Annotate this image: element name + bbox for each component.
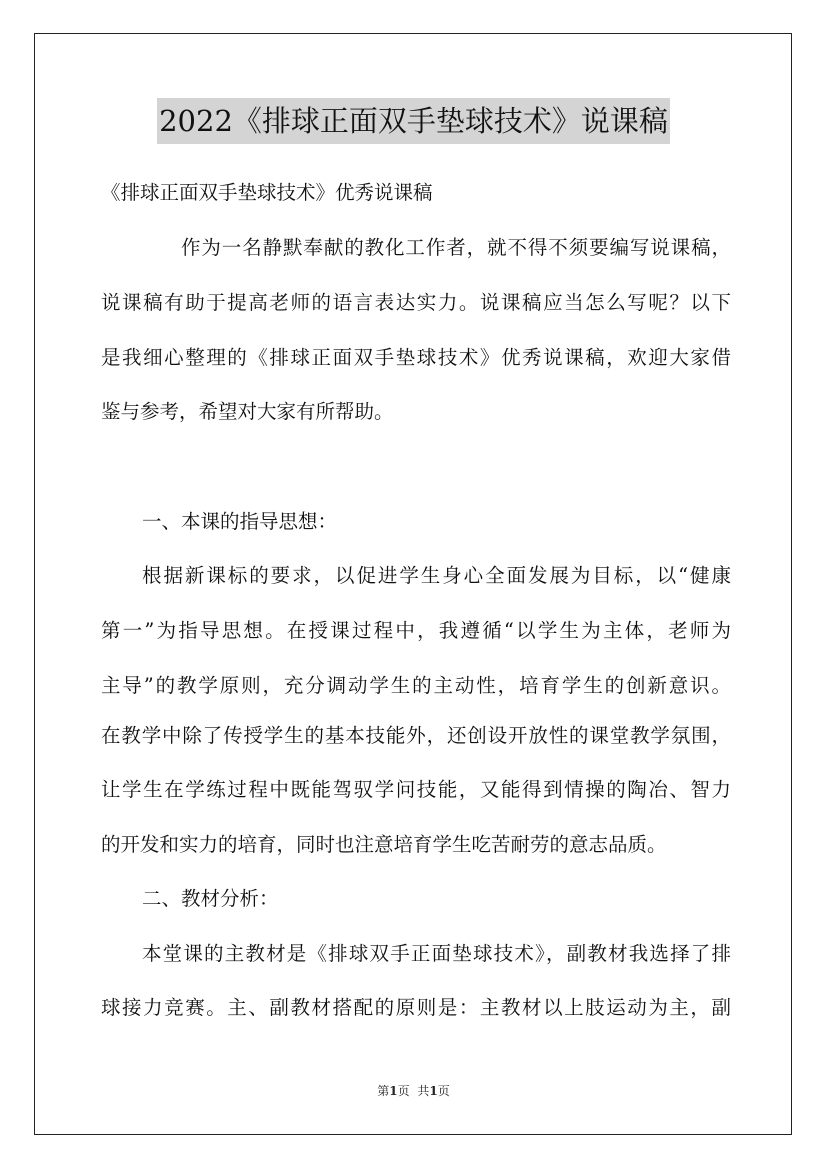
document-title: 2022《排球正面双手垫球技术》说课稿 [157, 98, 670, 144]
paragraph-line: 主导”的教学原则，充分调动学生的主动性，培育学生的创新意识。 [101, 674, 731, 697]
paragraph-line: 是我细心整理的《排球正面双手垫球技术》优秀说课稿，欢迎大家借 [101, 346, 731, 369]
paragraph-line: 本堂课的主教材是《排球双手正面垫球技术》，副教材我选择了排 [142, 942, 731, 965]
paragraph-line: 的开发和实力的培育，同时也注意培育学生吃苦耐劳的意志品质。 [101, 833, 667, 856]
page-footer [0, 1083, 827, 1099]
paragraph-line: 球接力竞赛。主、副教材搭配的原则是：主教材以上肢运动为主，副 [101, 996, 731, 1019]
paragraph-line: 说课稿有助于提高老师的语言表达实力。说课稿应当怎么写呢？以下 [101, 291, 731, 314]
total-pages: 1 [429, 1084, 438, 1098]
paragraph-line: 作为一名静默奉献的教化工作者，就不得不须要编写说课稿， [181, 236, 731, 259]
paragraph-line: 根据新课标的要求，以促进学生身心全面发展为目标，以“健康 [142, 564, 731, 587]
section-heading: 二、教材分析： [142, 887, 279, 910]
paragraph-line: 在教学中除了传授学生的基本技能外，还创设开放性的课堂教学氛围， [101, 724, 731, 747]
document-subtitle: 《排球正面双手垫球技术》优秀说课稿 [101, 181, 433, 204]
page-label-suffix: 页 [397, 1084, 410, 1098]
paragraph-line: 鉴与参考，希望对大家有所帮助。 [101, 400, 394, 423]
title-container [0, 98, 827, 144]
page-number: 1 [389, 1084, 398, 1098]
page-label-prefix: 第 [377, 1084, 390, 1098]
total-label-suffix: 页 [437, 1084, 450, 1098]
total-label-prefix: 共 [417, 1084, 430, 1098]
paragraph-line: 让学生在学练过程中既能驾驭学问技能，又能得到情操的陶冶、智力 [101, 778, 731, 801]
section-heading: 一、本课的指导思想： [142, 510, 338, 533]
paragraph-line: 第一”为指导思想。在授课过程中，我遵循“以学生为主体，老师为 [101, 619, 731, 642]
